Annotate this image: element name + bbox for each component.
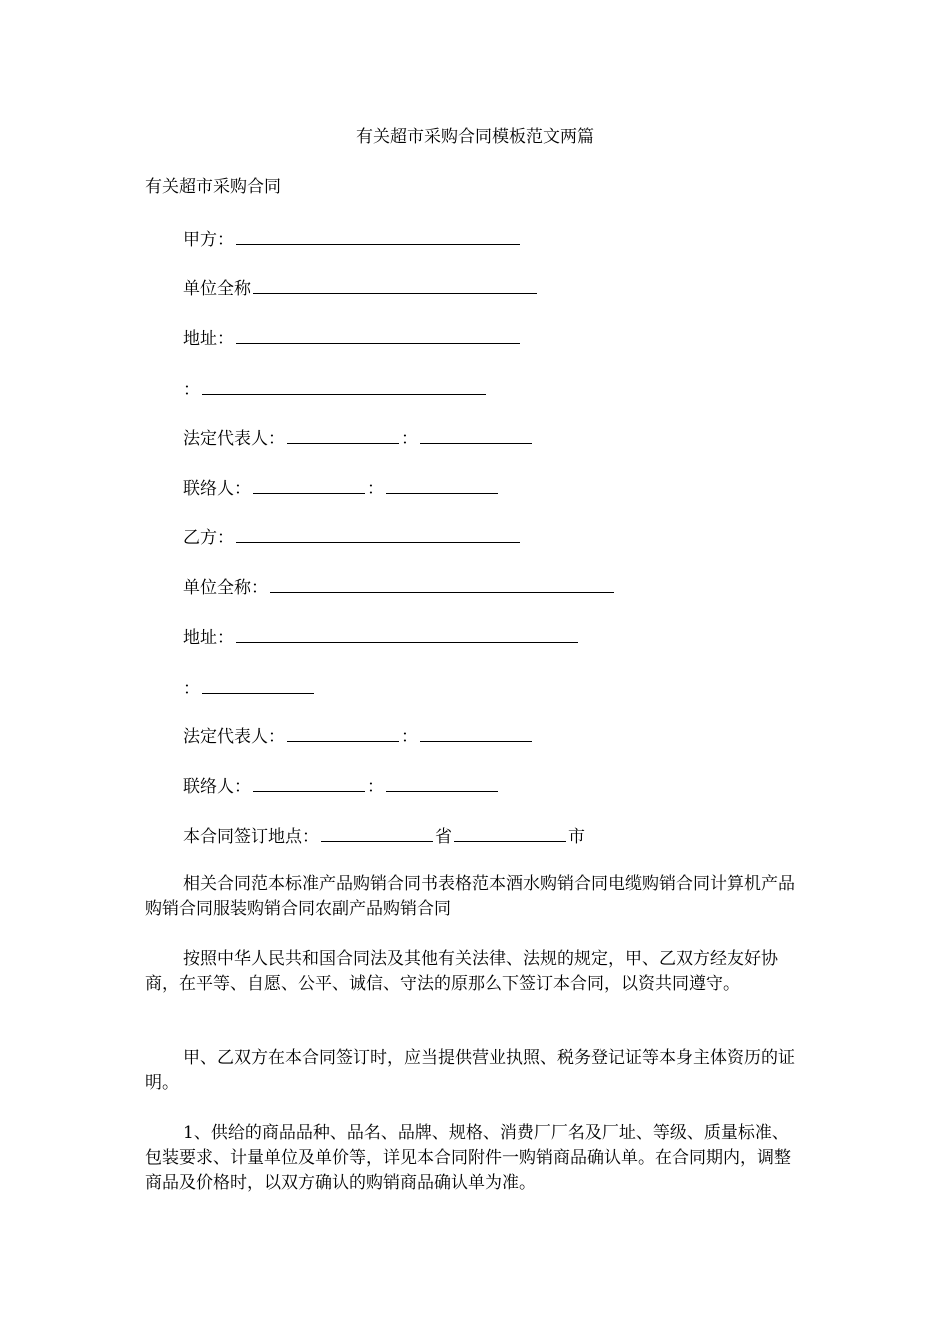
party-a-legal-rep-colon: ： <box>401 429 418 449</box>
party-b-legal-rep-blank-2 <box>420 723 532 742</box>
paragraph-clause-1: 1、供给的商品品种、品名、品牌、规格、消费厂厂名及厂址、等级、质量标准、包装要求、计量单位及单价等，详见本合同附件一购销商品确认单。在合同期内，调整商品及价格时，以双方确认的购销商品确认单为准。 <box>145 1123 791 1193</box>
party-b-contact-line <box>183 773 500 799</box>
party-b-legal-rep-blank-1 <box>287 723 399 742</box>
party-a-full-name-line <box>183 275 539 301</box>
document-title: 有关超市采购合同模板范文两篇 <box>356 127 594 147</box>
party-b-address-label: 地址： <box>183 628 234 648</box>
party-a-full-name-label: 单位全称 <box>183 279 251 299</box>
paragraph-related-templates: 相关合同范本标准产品购销合同书表格范本酒水购销合同电缆购销合同计算机产品购销合同服装购销合同农副产品购销合同 <box>145 874 795 919</box>
signing-province-blank <box>321 823 433 842</box>
party-a-line <box>183 226 522 252</box>
party-b-line <box>183 524 522 550</box>
party-b-contact-blank-1 <box>253 773 365 792</box>
party-a-contact-colon: ： <box>367 479 384 499</box>
party-a-label: 甲方： <box>183 230 234 250</box>
party-b-full-name-label: 单位全称： <box>183 578 268 598</box>
party-b-colon-label: ： <box>183 679 200 699</box>
party-a-address-label: 地址： <box>183 329 234 349</box>
signing-place-line <box>183 823 585 849</box>
party-a-legal-rep-blank-2 <box>420 425 532 444</box>
party-b-contact-label: 联络人： <box>183 777 251 797</box>
party-a-contact-label: 联络人： <box>183 479 251 499</box>
party-b-legal-rep-colon: ： <box>401 727 418 747</box>
party-a-address-line <box>183 325 522 351</box>
contract-subtitle: 有关超市采购合同 <box>145 177 281 197</box>
party-a-full-name-blank <box>253 275 537 294</box>
paragraph-legal-basis: 按照中华人民共和国合同法及其他有关法律、法规的规定，甲、乙双方经友好协商，在平等、自愿、公平、诚信、守法的原那么下签订本合同，以资共同遵守。 <box>145 949 778 994</box>
signing-place-label: 本合同签订地点： <box>183 827 319 847</box>
party-a-legal-rep-blank-1 <box>287 425 399 444</box>
party-a-legal-rep-label: 法定代表人： <box>183 429 285 449</box>
party-a-legal-rep-line <box>183 425 534 451</box>
party-b-label: 乙方： <box>183 528 234 548</box>
party-a-contact-line <box>183 475 500 501</box>
party-a-contact-blank-2 <box>386 475 498 494</box>
party-b-legal-rep-label: 法定代表人： <box>183 727 285 747</box>
party-a-colon-blank <box>202 376 486 395</box>
party-b-full-name-blank <box>270 574 614 593</box>
party-b-colon-blank <box>202 675 314 694</box>
party-b-address-blank <box>236 624 578 643</box>
paragraph-qualification: 甲、乙双方在本合同签订时，应当提供营业执照、税务登记证等本身主体资历的证明。 <box>145 1048 795 1093</box>
party-a-colon-line <box>183 376 488 402</box>
signing-city-blank <box>454 823 566 842</box>
party-b-full-name-line <box>183 574 616 600</box>
party-b-contact-blank-2 <box>386 773 498 792</box>
party-b-legal-rep-line <box>183 723 534 749</box>
party-b-address-line <box>183 624 580 650</box>
signing-city-label: 市 <box>568 827 585 847</box>
party-a-contact-blank-1 <box>253 475 365 494</box>
party-a-blank <box>236 226 520 245</box>
party-a-colon-label: ： <box>183 380 200 400</box>
party-a-address-blank <box>236 325 520 344</box>
party-b-blank <box>236 524 520 543</box>
party-b-colon-line <box>183 675 316 701</box>
party-b-contact-colon: ： <box>367 777 384 797</box>
signing-province-label: 省 <box>435 827 452 847</box>
